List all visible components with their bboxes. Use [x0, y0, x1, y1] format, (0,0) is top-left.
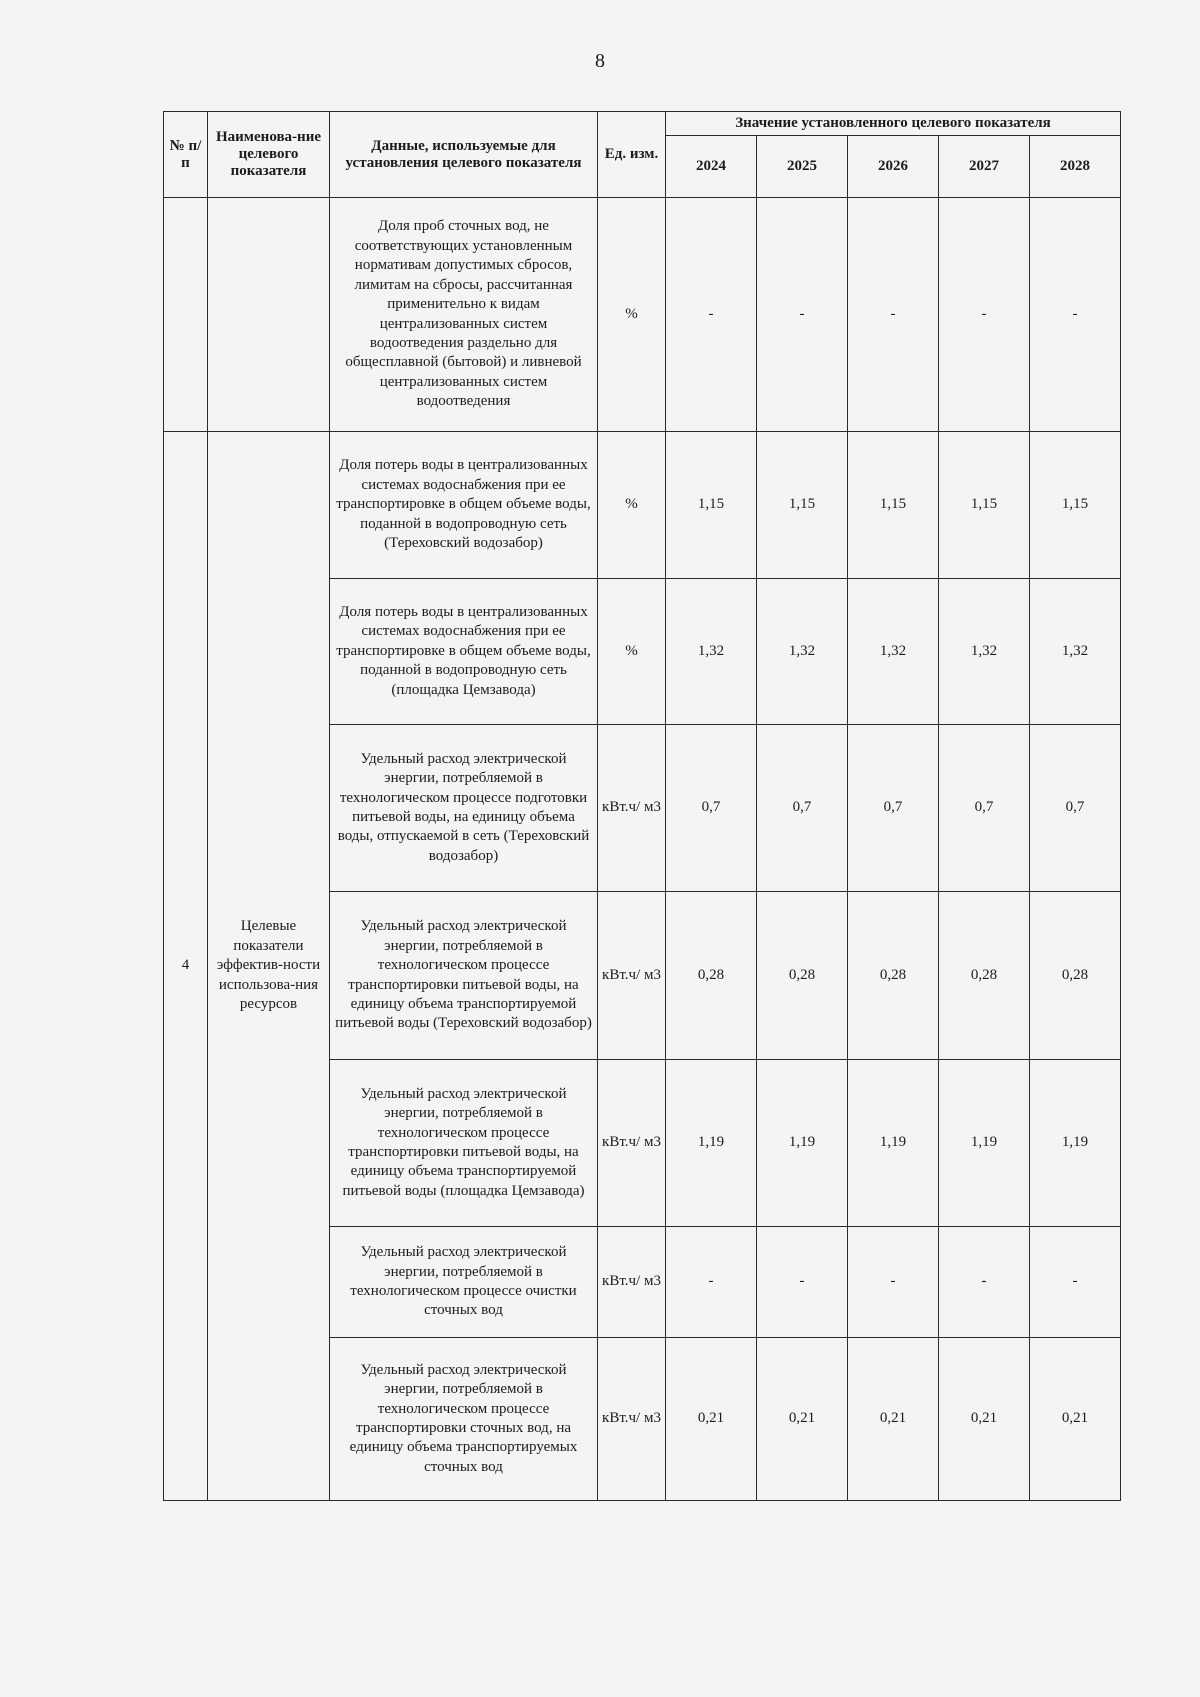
- value-cell: 0,7: [848, 725, 939, 892]
- indicator-description: Доля потерь воды в централизованных системах водоснабжения при ее транспортировке в общем объеме воды, поданной в водопроводную сеть (площадка Цемзавода): [330, 579, 598, 725]
- value-cell: 0,21: [1030, 1338, 1121, 1501]
- value-cell: 0,28: [757, 892, 848, 1060]
- group-name: Целевые показатели эффектив-ности использова-ния ресурсов: [208, 432, 330, 1501]
- target-indicators-table: [163, 111, 1121, 1501]
- value-cell: 0,21: [666, 1338, 757, 1501]
- value-cell: 1,19: [757, 1060, 848, 1227]
- value-cell: 0,21: [939, 1338, 1030, 1501]
- value-cell: 0,28: [666, 892, 757, 1060]
- value-cell: -: [1030, 1227, 1121, 1338]
- indicator-description: Доля проб сточных вод, не соответствующих установленным нормативам допустимых сбросов, лимитам на сбросы, рассчитанная применительно к видам централизованных систем водоотведения раздельно для общесплавной (бытовой) и ливневой централизованных систем водоотведения: [330, 198, 598, 432]
- value-cell: -: [939, 198, 1030, 432]
- value-cell: -: [757, 1227, 848, 1338]
- value-cell: 0,28: [848, 892, 939, 1060]
- header-unit: Ед. изм.: [598, 112, 666, 198]
- value-cell: 0,7: [939, 725, 1030, 892]
- value-cell: 1,32: [939, 579, 1030, 725]
- header-year: 2024: [666, 136, 757, 198]
- value-cell: 1,19: [1030, 1060, 1121, 1227]
- value-cell: 1,15: [939, 432, 1030, 579]
- value-cell: 1,32: [848, 579, 939, 725]
- value-cell: -: [848, 198, 939, 432]
- header-indicator-name: Наименова-ние целевого показателя: [208, 112, 330, 198]
- value-cell: 1,15: [666, 432, 757, 579]
- indicator-unit: кВт.ч/ м3: [598, 892, 666, 1060]
- value-cell: -: [666, 1227, 757, 1338]
- table-row: [164, 198, 1121, 432]
- indicator-unit: кВт.ч/ м3: [598, 1338, 666, 1501]
- value-cell: 1,19: [939, 1060, 1030, 1227]
- value-cell: -: [1030, 198, 1121, 432]
- value-cell: 0,7: [1030, 725, 1121, 892]
- indicator-unit: %: [598, 579, 666, 725]
- value-cell: 1,19: [666, 1060, 757, 1227]
- header-year: 2025: [757, 136, 848, 198]
- empty-cell: [208, 198, 330, 432]
- header-year: 2027: [939, 136, 1030, 198]
- value-cell: 1,15: [848, 432, 939, 579]
- indicator-description: Удельный расход электрической энергии, потребляемой в технологическом процессе транспортировки питьевой воды, на единицу объема транспортируемой питьевой воды (Тереховский водозабор): [330, 892, 598, 1060]
- value-cell: 1,15: [757, 432, 848, 579]
- indicator-unit: кВт.ч/ м3: [598, 1060, 666, 1227]
- header-source-data: Данные, используемые для установления целевого показателя: [330, 112, 598, 198]
- value-cell: 1,32: [666, 579, 757, 725]
- indicator-description: Удельный расход электрической энергии, потребляемой в технологическом процессе транспортировки сточных вод, на единицу объема транспортируемых сточных вод: [330, 1338, 598, 1501]
- value-cell: 0,7: [666, 725, 757, 892]
- value-cell: 1,19: [848, 1060, 939, 1227]
- group-number: 4: [164, 432, 208, 1501]
- value-cell: 0,7: [757, 725, 848, 892]
- header-target-values: Значение установленного целевого показателя: [666, 112, 1121, 136]
- value-cell: 1,15: [1030, 432, 1121, 579]
- value-cell: -: [757, 198, 848, 432]
- value-cell: 0,21: [757, 1338, 848, 1501]
- header-year: 2026: [848, 136, 939, 198]
- value-cell: 0,21: [848, 1338, 939, 1501]
- value-cell: -: [939, 1227, 1030, 1338]
- indicator-unit: %: [598, 432, 666, 579]
- value-cell: 0,28: [1030, 892, 1121, 1060]
- value-cell: -: [848, 1227, 939, 1338]
- value-cell: 0,28: [939, 892, 1030, 1060]
- indicator-description: Удельный расход электрической энергии, потребляемой в технологическом процессе очистки сточных вод: [330, 1227, 598, 1338]
- page-number: 8: [595, 50, 605, 72]
- empty-cell: [164, 198, 208, 432]
- indicator-unit: кВт.ч/ м3: [598, 1227, 666, 1338]
- value-cell: 1,32: [1030, 579, 1121, 725]
- indicator-description: Доля потерь воды в централизованных системах водоснабжения при ее транспортировке в общем объеме воды, поданной в водопроводную сеть (Тереховский водозабор): [330, 432, 598, 579]
- indicator-description: Удельный расход электрической энергии, потребляемой в технологическом процессе подготовки питьевой воды, на единицу объема воды, отпускаемой в сеть (Тереховский водозабор): [330, 725, 598, 892]
- indicator-unit: %: [598, 198, 666, 432]
- indicator-unit: кВт.ч/ м3: [598, 725, 666, 892]
- indicator-description: Удельный расход электрической энергии, потребляемой в технологическом процессе транспортировки питьевой воды, на единицу объема транспортируемой питьевой воды (площадка Цемзавода): [330, 1060, 598, 1227]
- value-cell: -: [666, 198, 757, 432]
- table-row: [164, 432, 1121, 579]
- value-cell: 1,32: [757, 579, 848, 725]
- header-number: № п/п: [164, 112, 208, 198]
- header-year: 2028: [1030, 136, 1121, 198]
